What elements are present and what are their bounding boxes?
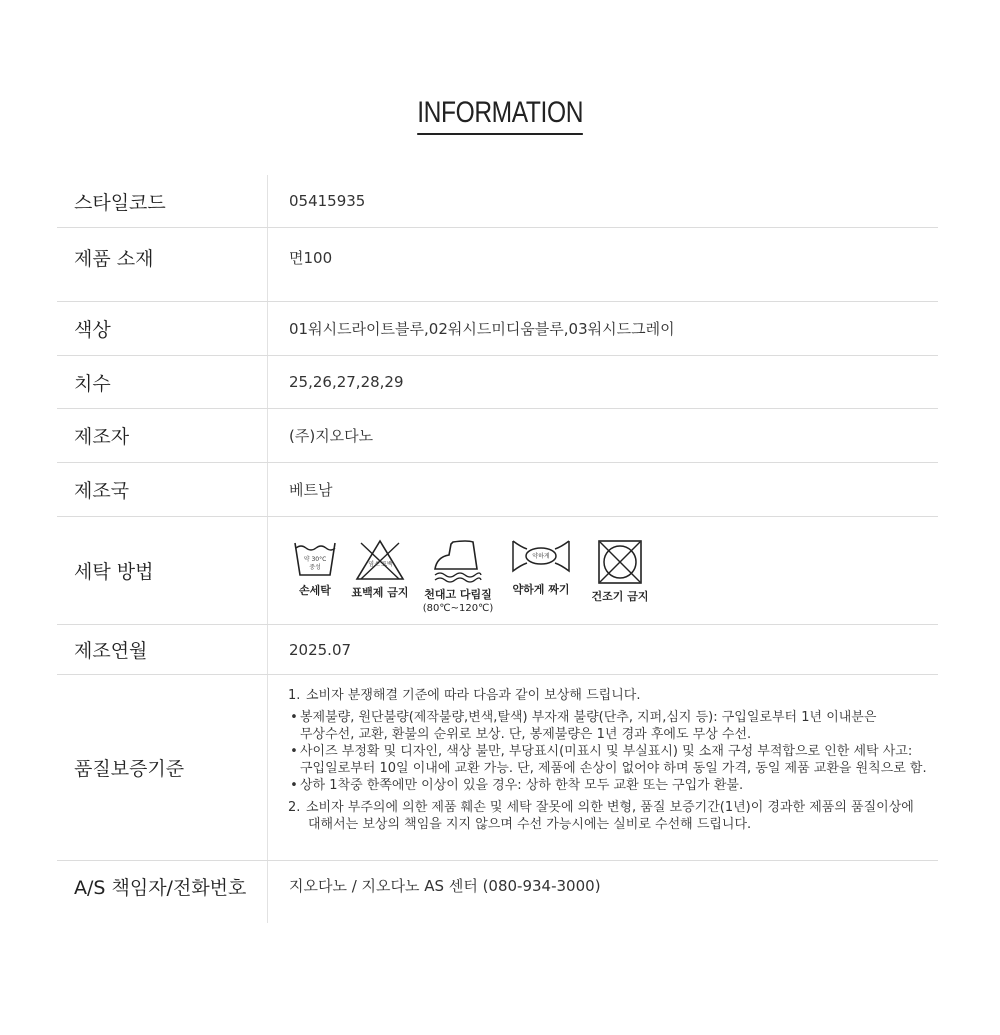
row-label: 세탁 방법 — [74, 561, 154, 583]
hand-wash-icon — [293, 539, 337, 579]
no-bleach-inner-1: 염소 — [368, 561, 380, 568]
wash-caption: 건조기 금지 — [591, 590, 649, 603]
no-bleach-inner-2: 표백 — [381, 561, 393, 568]
row-maker — [57, 409, 938, 463]
row-value: 지오다노 / 지오다노 AS 센터 (080-934-3000) — [267, 861, 938, 923]
warranty-item-text: 소비자 부주의에 의한 제품 훼손 및 세탁 잘못에 의한 변형, 품질 보증기간(1년)이 경과한 제품의 품질이상에 — [306, 800, 914, 815]
row-value: 면100 — [267, 228, 938, 301]
row-value: 25,26,27,28,29 — [267, 356, 938, 408]
row-warranty — [57, 675, 938, 861]
row-label: 제조자 — [74, 426, 130, 448]
row-value: (주)지오다노 — [267, 409, 938, 462]
wash-icons-cell — [267, 517, 938, 624]
warranty-item-number: 1. — [288, 688, 301, 703]
row-value: 05415935 — [267, 175, 938, 227]
bullet-line: 무상수선, 교환, 환불의 순위로 보상. 단, 봉제불량은 1년 경과 후에도 무상 수선. — [300, 727, 752, 742]
gentle-wring-icon — [511, 539, 571, 573]
page-title: INFORMATION — [417, 96, 583, 135]
row-label: 색상 — [74, 319, 111, 341]
row-value: 베트남 — [267, 463, 938, 516]
iron-icon — [433, 539, 483, 583]
warranty-item-2 — [288, 799, 927, 833]
warranty-bullet: • 사이즈 부정확 및 디자인, 색상 불만, 부당표시(미표시 및 부실표시) 및 소재 구성 부적합으로 인한 세탁 사고: 구입일로부터 10일 이내에 교환 가능. 단, 제품에 손상이 없어야 하며 동일 가격, 동일 제품 교환을 원칙으로 함. — [290, 744, 927, 776]
no-bleach-icon — [355, 539, 405, 581]
wash-symbol — [419, 539, 497, 616]
warranty-bullet: • 봉제불량, 원단불량(제작불량,변색,탈색) 부자재 불량(단추, 지퍼,심지 등): 구입일로부터 1년 이내분은 무상수선, 교환, 환불의 순위로 보상. 단, 봉제불량은 1년 경과 후에도 무상 수선. — [290, 710, 877, 742]
wash-caption — [423, 588, 493, 616]
row-label: 제조연월 — [74, 640, 148, 662]
hand-wash-detergent: 중성 — [309, 564, 321, 571]
wash-caption: 약하게 짜기 — [512, 583, 570, 596]
row-label: 품질보증기준 — [74, 758, 185, 780]
row-as — [57, 861, 938, 923]
warranty-item-1 — [288, 687, 927, 704]
row-country — [57, 463, 938, 517]
bullet-line: 상하 1착중 한쪽에만 이상이 있을 경우: 상하 한착 모두 교환 또는 구입가 환불. — [300, 778, 744, 793]
wash-icons — [289, 535, 655, 616]
wash-caption: 손세탁 — [299, 584, 331, 597]
row-color — [57, 302, 938, 356]
bullet-line: 사이즈 부정확 및 디자인, 색상 불만, 부당표시(미표시 및 부실표시) 및 소재 구성 부적합으로 인한 세탁 사고: — [300, 744, 913, 759]
warranty-item-number: 2. — [288, 800, 301, 815]
wash-symbol — [289, 539, 341, 598]
iron-temp: (80℃~120℃) — [422, 603, 494, 614]
row-material — [57, 228, 938, 302]
row-label: 치수 — [74, 372, 111, 395]
row-wash — [57, 517, 938, 625]
row-style-code — [57, 175, 938, 228]
warranty-cell — [267, 675, 938, 860]
info-table — [57, 175, 938, 923]
row-date — [57, 625, 938, 675]
page-title-wrap — [0, 96, 1000, 135]
row-value: 01워시드라이트블루,02워시드미디움블루,03워시드그레이 — [267, 302, 938, 355]
warranty-item-text: 소비자 분쟁해결 기준에 따라 다음과 같이 보상해 드립니다. — [306, 688, 641, 703]
no-tumble-dry-icon — [597, 539, 643, 585]
warranty-text — [288, 675, 927, 848]
wash-symbol — [503, 539, 579, 597]
bullet-line: 구입일로부터 10일 이내에 교환 가능. 단, 제품에 손상이 없어야 하며 동일 가격, 동일 제품 교환을 원칙으로 함. — [300, 761, 927, 776]
hand-wash-temp: 약 30°C — [303, 556, 327, 563]
warranty-item-text: 대해서는 보상의 책임을 지지 않으며 수선 가능시에는 실비로 수선해 드립니다. — [308, 817, 752, 832]
row-label: A/S 책임자/전화번호 — [74, 877, 247, 899]
wash-caption: 표백제 금지 — [351, 586, 409, 599]
wring-inner: 약하게 — [532, 553, 550, 560]
row-size — [57, 356, 938, 409]
row-label: 스타일코드 — [74, 191, 166, 214]
warranty-bullet: • 상하 1착중 한쪽에만 이상이 있을 경우: 상하 한착 모두 교환 또는 구입가 환불. — [288, 777, 927, 794]
iron-caption: 천대고 다림질 — [424, 588, 492, 601]
row-label: 제품 소재 — [74, 248, 154, 270]
wash-symbol — [347, 539, 413, 600]
wash-symbol — [585, 539, 655, 604]
row-label: 제조국 — [74, 480, 130, 502]
bullet-line: 봉제불량, 원단불량(제작불량,변색,탈색) 부자재 불량(단추, 지퍼,심지 등): 구입일로부터 1년 이내분은 — [300, 710, 877, 725]
row-value: 2025.07 — [267, 625, 938, 674]
